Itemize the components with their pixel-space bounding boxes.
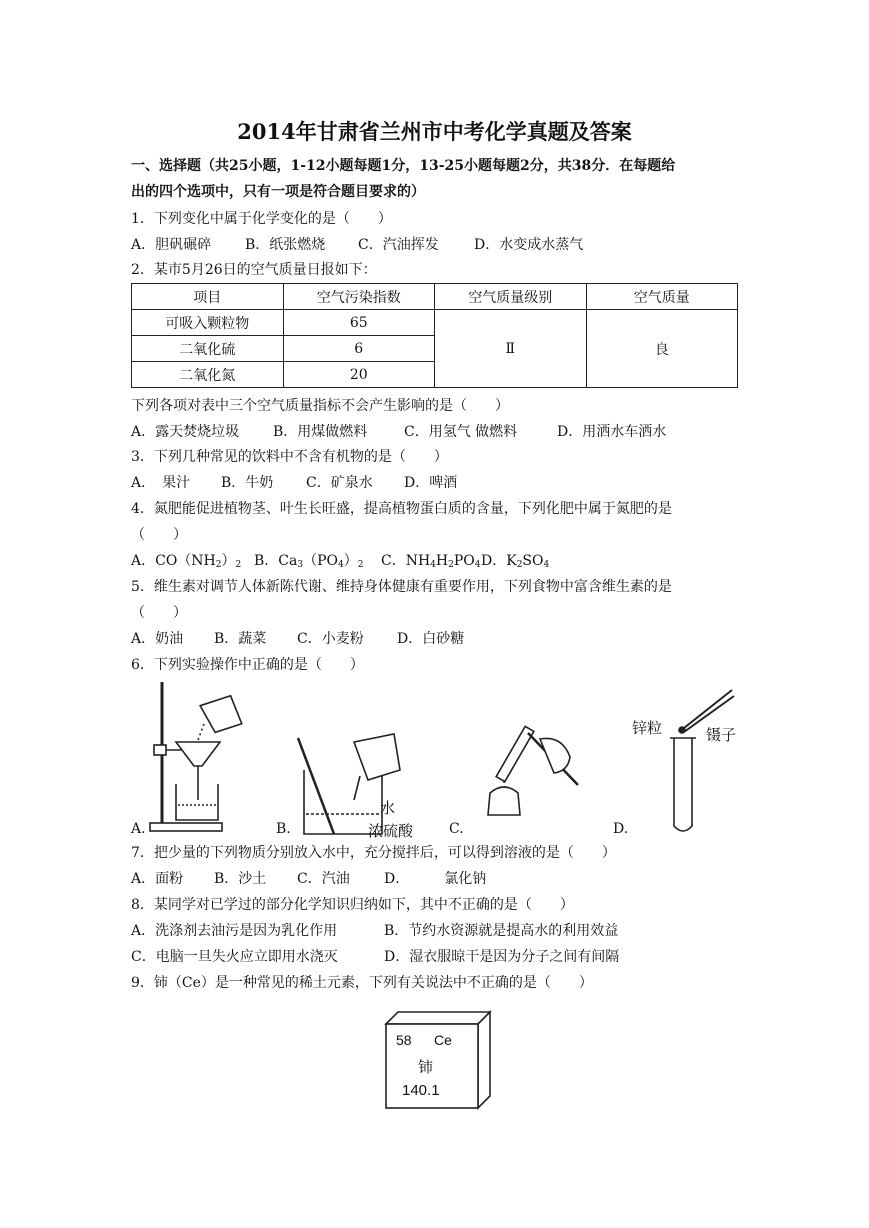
- table-cell: 二氧化氮: [132, 362, 284, 388]
- table-header-row: [132, 284, 738, 310]
- table-cell: 20: [283, 362, 435, 388]
- q5-option-b: B．蔬菜: [214, 631, 267, 647]
- atomic-number: 58: [396, 1032, 412, 1048]
- q5-option-a: A．奶油: [131, 631, 184, 647]
- zinc-label: 锌粒: [632, 719, 663, 737]
- q4-option-b: B．$Ca_3(PO_4)_2$: [254, 553, 364, 570]
- q2-stem: 2．某市5月26日的空气质量日报如下：: [131, 262, 377, 278]
- q2-option-c: C．用氢气 做燃料: [404, 424, 518, 440]
- filtration-apparatus-image: [140, 680, 260, 835]
- q2-option-b: B．用煤做燃料: [273, 424, 368, 440]
- element-card-cerium: [384, 1010, 494, 1110]
- table-header: 空气质量: [586, 284, 738, 310]
- q3-option-a: A． 果汁: [131, 475, 191, 491]
- q3-stem: 3．下列几种常见的饮料中不含有机物的是（ ）: [131, 449, 448, 465]
- q4-paren: （ ）: [131, 527, 187, 543]
- table-row: [132, 310, 738, 336]
- q6-option-d: D.: [613, 821, 629, 837]
- water-label: 水: [380, 799, 396, 817]
- heating-test-tube-image: [470, 705, 590, 837]
- q4-option-a: A．$CO(NH_2)_2$: [131, 553, 242, 570]
- table-cell: 65: [283, 310, 435, 336]
- q1-option-b: B．纸张燃烧: [245, 237, 326, 253]
- q3-option-b: B．牛奶: [221, 475, 274, 491]
- q8-stem: 8．某同学对已学过的部分化学知识归纳如下，其中不正确的是（ ）: [131, 897, 574, 913]
- q9-stem: 9．铈（Ce）是一种常见的稀土元素，下列有关说法中不正确的是（ ）: [131, 975, 593, 991]
- q6-stem: 6．下列实验操作中正确的是（ ）: [131, 657, 364, 673]
- q8-option-a: A．洗涤剂去油污是因为乳化作用: [131, 923, 338, 939]
- q8-option-d: D．湿衣服晾干是因为分子之间有间隔: [384, 949, 620, 965]
- q5-option-c: C．小麦粉: [297, 631, 364, 647]
- tweezers-label: 镊子: [706, 726, 737, 744]
- q7-option-d: D． 氯化钠: [384, 871, 487, 887]
- q1-option-a: A．胆矾碾碎: [131, 237, 212, 253]
- section-heading-line1: 一、选择题（共25小题，1-12小题每题1分，13-25小题每题2分，共38分．在每题给: [131, 158, 676, 174]
- q7-option-b: B．沙土: [214, 871, 267, 887]
- q5-stem: 5．维生素对调节人体新陈代谢、维持身体健康有重要作用，下列食物中富含维生素的是: [131, 579, 672, 595]
- acid-label: 浓硫酸: [368, 822, 414, 840]
- q7-option-c: C．汽油: [297, 871, 350, 887]
- q8-option-c: C．电脑一旦失火应立即用水浇灭: [131, 949, 338, 965]
- table-cell-quality: 良: [586, 310, 738, 388]
- air-quality-table: [131, 283, 738, 388]
- q5-paren: （ ）: [131, 605, 187, 621]
- zinc-test-tube-image: [662, 688, 742, 838]
- atomic-mass: 140.1: [402, 1082, 440, 1099]
- q2-question: 下列各项对表中三个空气质量指标不会产生影响的是（ ）: [131, 398, 509, 414]
- table-cell: 二氧化硫: [132, 336, 284, 362]
- q1-option-c: C．汽油挥发: [358, 237, 439, 253]
- q4-option-c: C．$NH_4H_2PO_4$: [381, 553, 481, 570]
- q6-option-b: B.: [276, 821, 291, 837]
- table-cell: 可吸入颗粒物: [132, 310, 284, 336]
- q7-option-a: A．面粉: [131, 871, 184, 887]
- q5-option-d: D．白砂糖: [397, 631, 465, 647]
- q2-option-d: D．用洒水车洒水: [557, 424, 667, 440]
- q7-stem: 7．把少量的下列物质分别放入水中，充分搅拌后，可以得到溶液的是（ ）: [131, 845, 616, 861]
- table-cell-level: Ⅱ: [435, 310, 587, 388]
- table-header: 空气污染指数: [283, 284, 435, 310]
- element-name: 铈: [418, 1058, 434, 1076]
- q1-option-d: D．水变成水蒸气: [474, 237, 584, 253]
- table-header: 空气质量级别: [435, 284, 587, 310]
- q4-option-d: D．$K_2SO_4$: [481, 553, 550, 570]
- q3-option-c: C．矿泉水: [306, 475, 373, 491]
- q1-stem: 1．下列变化中属于化学变化的是（ ）: [131, 211, 392, 227]
- q8-option-b: B．节约水资源就是提高水的利用效益: [384, 923, 619, 939]
- q6-option-a: A.: [131, 821, 146, 837]
- table-cell: 6: [283, 336, 435, 362]
- section-heading-line2: 出的四个选项中，只有一项是符合题目要求的）: [131, 184, 425, 200]
- element-symbol: Ce: [434, 1032, 452, 1048]
- q6-option-c: C.: [449, 821, 464, 837]
- q4-stem: 4．氮肥能促进植物茎、叶生长旺盛，提高植物蛋白质的含量，下列化肥中属于氮肥的是: [131, 501, 672, 517]
- q3-option-d: D．啤酒: [404, 475, 458, 491]
- q2-option-a: A．露天焚烧垃圾: [131, 424, 240, 440]
- table-header: 项目: [132, 284, 284, 310]
- page-title: 2014年甘肃省兰州市中考化学真题及答案: [237, 119, 632, 144]
